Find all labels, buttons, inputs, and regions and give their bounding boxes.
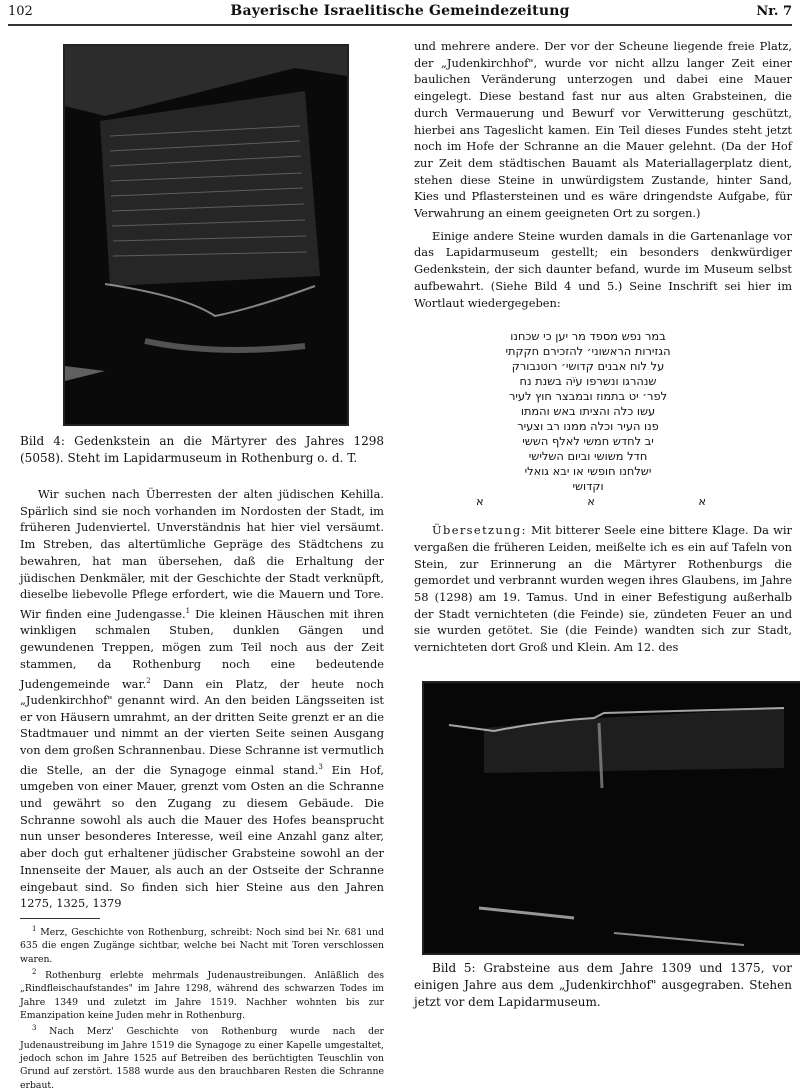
- footnote-number: 1: [32, 924, 37, 933]
- footnote-text: Rothenburg erlebte mehrmals Judenaustreibungen. Anläßlich des „Rindfleischaufstandes" im Jahre 1298, während des schwarzen Todes im Jahre 1349 und zuletzt im Jahre 1519. Nachher wohnten bis zur Emanzipation keine Juden mehr in Rothenburg.: [20, 970, 384, 1021]
- footnote: [20, 1022, 384, 1092]
- inscription-line: במר נפש מספד מר יען כי שכחנו: [510, 329, 666, 344]
- publication-title: Bayerische Israelitische Gemeindezeitung: [230, 3, 570, 19]
- stone-image-icon: [65, 46, 347, 424]
- paragraph-text: Dann ein Platz, der heute noch „Judenkirchhof" genannt wird. An den beiden Längsseiten ist er von Häusern umrahmt, an der dritten Seite grenzt er an die Stadtmauer und nimmt an der vierten Seite seinen Ausgang von dem großen Schrannenbau. Diese Schranne ist vermutlich die Stelle, an der die Synagoge einmal stand.: [20, 676, 384, 777]
- body-paragraph: und mehrere andere. Der vor der Scheune liegende freie Platz, der „Judenkirchhof", wurde vor nicht allzu langer Zeit einer baulichen Veränderung unterzogen und dabei eine Mauer eingelegt. Diese bestand fast nur aus alten Grabsteinen, die durch Vermauerung und Bewurf vor Verwitterung geschützt, hierbei ans Tageslicht kamen. Ein Teil dieses Fundes steht jetzt noch im Hofe der Schranne an die Mauer gelehnt. (Da der Hof zur Zeit dem städtischen Bauamt als Materiallagerplatz dient, stehen diese Steine in unwürdigstem Zustande, hinter Sand, Kies und Pflastersteinen und es wäre dringendste Aufgabe, für Verwahrung an einem geeigneten Ort zu sorgen.): [414, 39, 792, 221]
- footnote-text: Nach Merz' Geschichte von Rothenburg wurde nach der Judenaustreibung im Jahre 1519 die Synagoge zu einer Kapelle umgestaltet, jedoch schon im Jahre 1525 auf Betreiben des berüchtigten Teuschlin von Grund auf zerstört. 1588 wurde aus den brauchbaren Resten die Schranne erbaut.: [20, 1026, 384, 1091]
- gravestones-photo: [422, 681, 800, 955]
- paragraph-text: Die kleinen Häuschen mit ihren winkligen schmalen Stuben, dunklen Gängen und gewundenen Treppen, mögen zum Teil noch aus der Zeit stammen, da Rothenburg noch eine bedeutende Judengemeinde war.: [20, 606, 384, 691]
- inscription-line: שנהרגו ונשרפו עֹיֹה בשנת נח: [519, 374, 657, 389]
- body-paragraph: [20, 486, 384, 912]
- inscription-line: יב לחדש חמשי לאלף הששי: [522, 434, 654, 449]
- footnote: [20, 923, 384, 966]
- memorial-stone-photo: [63, 44, 349, 426]
- figure-5-label: Bild 5:: [432, 961, 476, 975]
- inscription-line: הגזירות הראשוני׳ להזכירם חקקתי: [505, 344, 671, 359]
- translation-label: Übersetzung:: [432, 523, 527, 538]
- left-body: [20, 486, 384, 1092]
- footnote-number: 3: [32, 1024, 37, 1033]
- footnote-ref[interactable]: 2: [146, 676, 151, 685]
- inscription-line: וקדושי: [572, 479, 604, 494]
- aleph-mark: א: [587, 494, 595, 509]
- aleph-mark: א: [476, 494, 484, 509]
- footnote-ref[interactable]: 3: [318, 762, 323, 771]
- hebrew-inscription: [414, 329, 792, 494]
- footnote-text: Merz, Geschichte von Rothenburg, schreibt: Noch sind bei Nr. 681 und 635 die engen Zugänge sichtbar, welche bei Nacht mit Toren verschlossen waren.: [20, 927, 384, 965]
- footnote: [20, 966, 384, 1022]
- footnote-divider: [20, 918, 100, 919]
- figure-5-text: Grabsteine aus dem Jahre 1309 und 1375, vor einigen Jahre aus dem „Judenkirchhof" ausgegraben. Stehen jetzt vor dem Lapidarmuseum.: [414, 961, 792, 1009]
- inscription-line: חדל משושי וביום השלישי: [528, 449, 648, 464]
- running-header: [8, 0, 792, 26]
- paragraph-text: Ein Hof, umgeben von einer Mauer, grenzt vom Osten an die Schranne und gewährt so den Zugang zu diesem Gebäude. Die Schranne sowohl als auch die Mauer des Hofes beansprucht nun unser besonderes Interesse, weil eine Anzahl ganz alter, aber doch gut erhaltener jüdischer Grabsteine sowohl an der Innenseite der Mauer, als auch an der Ostseite der Schranne eingebaut sind. So finden sich hier Steine aus den Jahren 1275, 1325, 1379: [20, 762, 384, 911]
- figure-5-caption: [414, 960, 792, 1011]
- body-paragraph: Einige andere Steine wurden damals in die Gartenanlage vor das Lapidarmuseum gestellt; ein besonders denkwürdiger Gedenkstein, der sich daunter befand, wurde im Museum selbst aufbewahrt. (Siehe Bild 4 und 5.) Seine Inschrift sei hier im Wortlaut wiedergegeben:: [414, 228, 792, 310]
- right-column: [414, 38, 792, 1009]
- inscription-aleph-row: [476, 494, 706, 508]
- inscription-line: פנו העיר וכלה ממנו רב וצעיר: [517, 419, 659, 434]
- inscription-line: על לוח אבנים קדושי׳ רוטנבורק: [511, 359, 665, 374]
- translation-paragraph: [414, 522, 792, 656]
- aleph-mark: א: [698, 494, 706, 509]
- inscription-line: ישלחנו חופשי או יבא גואלי: [524, 464, 652, 479]
- paragraph-text: Wir suchen nach Überresten der alten jüdischen Kehilla. Spärlich sind sie noch vorhanden im Nordosten der Stadt, im früheren Judenviertel. Unverständnis hat hier viel versäumt. Im Streben, das altertümliche Gepräge des Städtchens zu bewahren, hat man übersehen, daß die Erhaltung der jüdischen Denkmäler, mit der Geschichte der Stadt verknüpft, dieselbe liebevolle Pflege erfordert, wie die Mauern und Tore. Wir finden eine Judengasse.: [20, 487, 384, 621]
- issue-number: Nr. 7: [756, 4, 792, 19]
- inscription-line: עשו כלה והציתו באש והמתו: [520, 404, 656, 419]
- translation-text: Mit bitterer Seele eine bittere Klage. Da wir vergaßen die früheren Leiden, meißelte ich es ein auf Tafeln von Stein, zur Erinnerung an die Märtyrer Rothenburgs die gemordet und verbrannt wurden wegen ihres Glaubens, im Jahre 58 (1298) am 19. Tamus. Und in einer Befestigung außerhalb der Stadt vernichteten (die Feinde) sie, zündeten Feuer an und sie wurden getötet. Sie (die Feinde) wandten sich zur Stadt, vernichteten dort Groß und Klein. Am 12. des: [414, 523, 792, 655]
- footnote-ref[interactable]: 1: [185, 606, 191, 615]
- gravestones-image-icon: [424, 683, 800, 953]
- figure-4-caption: Bild 4: Gedenkstein an die Märtyrer des Jahres 1298 (5058). Steht im Lapidarmuseum in Rothenburg o. d. T.: [20, 434, 384, 465]
- page-number: 102: [8, 4, 33, 19]
- footnote-number: 2: [32, 967, 37, 976]
- inscription-line: לפר׳ יט בתמוז ובמבצר חוץ לעיר: [508, 389, 668, 404]
